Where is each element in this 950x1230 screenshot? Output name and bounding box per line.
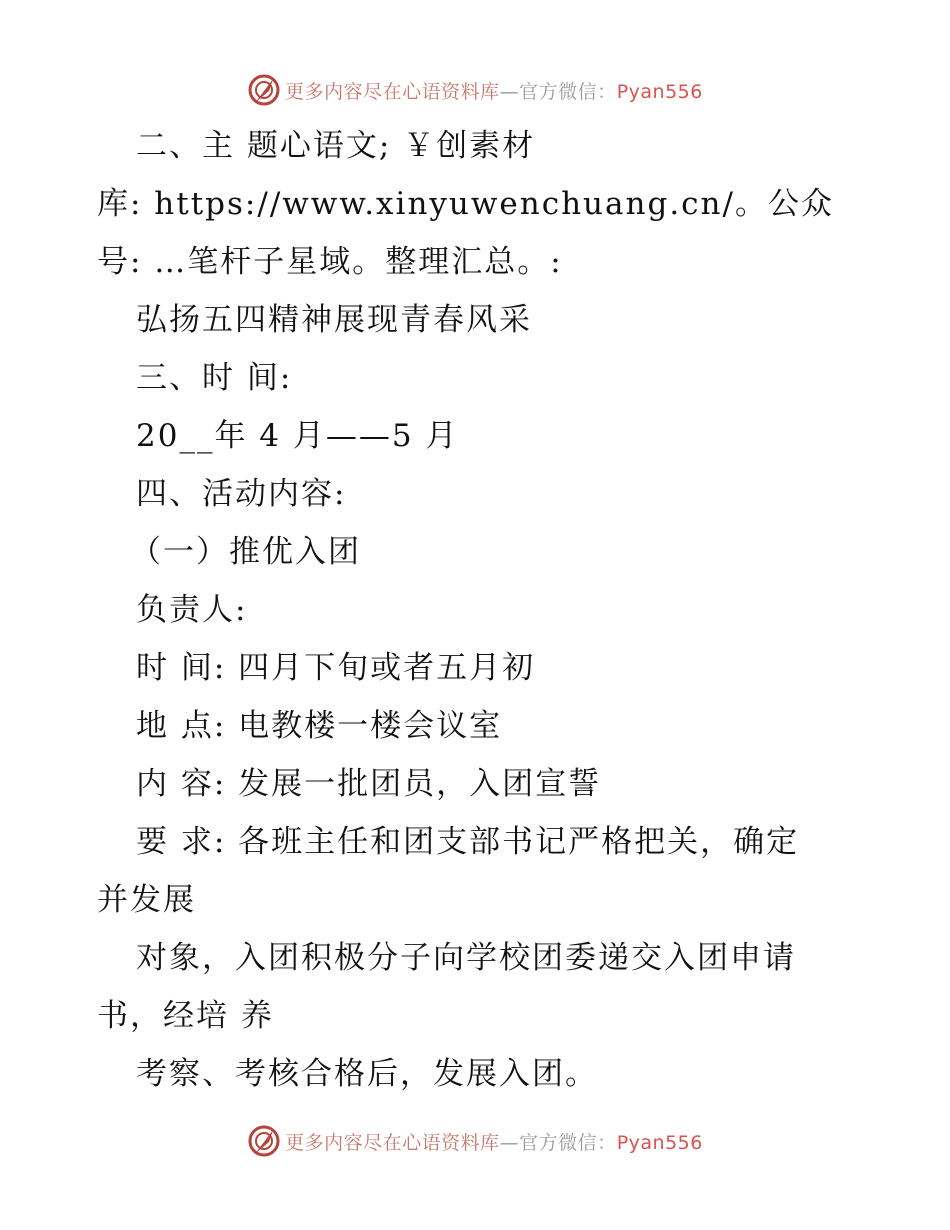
text-line-assessment: 考察、考核合格后，发展入团。 (136, 1056, 598, 1092)
text-line-objects-cont: 书，经培 养 (97, 998, 274, 1034)
section-heading-activities: 四、活动内容: (136, 476, 347, 512)
theme-title: 弘扬五四精神展现青春风采 (136, 302, 532, 338)
text-line-requirement-cont: 并发展 (97, 882, 196, 918)
text-line-library: 库: https://www.xinyuwenchuang.cn/。公众 (97, 186, 834, 222)
text-line-account: 号: …笔杆子星域。整理汇总。: (97, 244, 563, 280)
text-line-time: 时 间: 四月下旬或者五月初 (136, 650, 536, 686)
footer-banner (0, 1121, 950, 1161)
text-line-objects: 对象，入团积极分子向学校团委递交入团申请 (136, 940, 796, 976)
text-line-location: 地 点: 电教楼一楼会议室 (136, 708, 503, 744)
text-line-content: 内 容: 发展一批团员，入团宣誓 (136, 766, 602, 802)
section-heading-theme: 二、主 题心语文; ￥创素材 (136, 128, 536, 164)
section-heading-time: 三、时 间: (136, 360, 293, 396)
time-value: 20__年 4 月——5 月 (136, 418, 459, 454)
banner-text: 更多内容尽在心语资料库—官方微信：Pyan556 (285, 1131, 703, 1154)
banner-text: 更多内容尽在心语资料库—官方微信：Pyan556 (285, 80, 703, 103)
subsection-heading-1: （一）推优入团 (130, 534, 361, 570)
quill-logo-icon (247, 1124, 281, 1158)
header-banner (0, 70, 950, 110)
quill-logo-icon (247, 73, 281, 107)
text-line-requirement: 要 求: 各班主任和团支部书记严格把关，确定 (136, 824, 800, 860)
text-line-responsible: 负责人: (136, 592, 248, 628)
